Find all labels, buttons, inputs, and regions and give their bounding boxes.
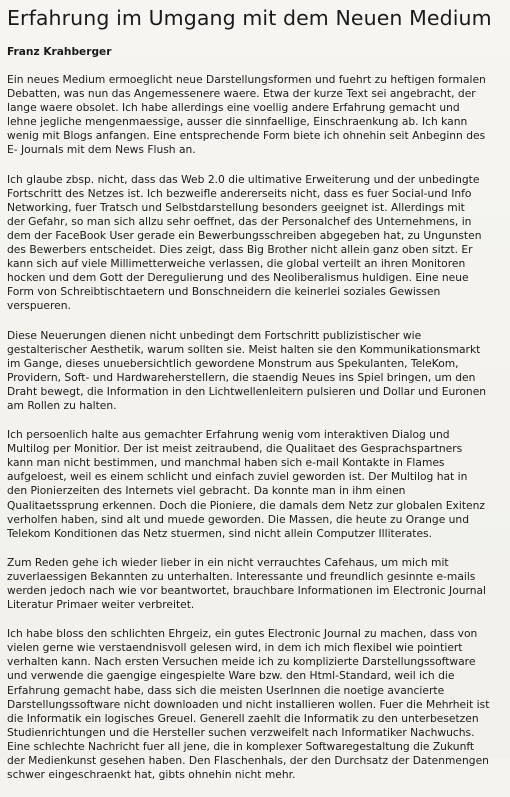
text-line: der Gefahr, so man sich allzu sehr oeffnet, das der Personalchef des Unternehmens, in — [7, 214, 472, 228]
paragraph — [7, 428, 510, 541]
text-line: Ich glaube zbsp. nicht, dass das Web 2.0 die ultimative Erweiterung und der unbedingte — [7, 172, 480, 186]
paragraph — [7, 73, 510, 158]
text-line: Eine schlechte Nachricht fuer all jene, die in komplexer Softwaregestaltung die Zukunft — [7, 739, 475, 753]
text-line: kann man nicht bestimmen, und manchmal haben sich e-mail Kontakte in Flames — [7, 456, 445, 470]
text-line: der Medienkunst gesehen haben. Den Flaschenhals, der den Durchsatz der Datenmengen — [7, 754, 489, 768]
paragraph — [7, 329, 510, 414]
paragraph — [7, 173, 510, 314]
text-line: gestalterischer Aesthetik, warum sollten sie. Meist halten sie den Kommunikationsmarkt — [7, 342, 481, 356]
text-line: Ich habe bloss den schlichten Ehrgeiz, ein gutes Electronic Journal zu machen, dass von — [7, 627, 478, 641]
text-line: Multilog per Monitior. Der ist meist zeitraubend, die Qualitaet des Gesprachspartners — [7, 442, 463, 456]
text-line: Ich persoenlich halte aus gemachter Erfahrung wenig vom interaktiven Dialog und — [7, 428, 450, 442]
text-line: werden jedoch nach wie vor beantwortet, brauchbare Informationen im Electronic Journal — [7, 584, 487, 597]
text-line: Studienrichtungen und die Hersteller suchen verzweifelt nach Informatiker Nachwuchs. — [7, 725, 475, 739]
text-line: des Bewerbers entscheidet. Dies zeigt, dass Big Brother nicht allein ganz oben sitzt. Er — [7, 243, 473, 257]
text-line: Debatten, was nun das Angemessenere waere. Etwa der kurze Text sei angebracht, der — [7, 87, 476, 101]
article-body — [7, 73, 510, 797]
text-line: die Informatik ein logisches Greuel. Generell zaehlt die Informatik zu den unterbesetzen — [7, 711, 479, 725]
text-line: im Gange, dieses unuebersichtlich gewordene Monstrum aus Spekulanten, TeleKom, — [7, 356, 459, 370]
text-line: Form von Schreibtischtaetern und Bonschneidern die keinerlei soziales Gewissen — [7, 285, 441, 299]
text-line: Literatur Primaer weiter verbreitet. — [7, 598, 195, 612]
text-line: Erfahrung gemacht habe, dass sich die meisten UserInnen die noetige avancierte — [7, 683, 445, 697]
text-line: kann sich auf viele Millimetterweiche verlassen, die global verteilt an ihren Monitoren — [7, 257, 466, 271]
text-line: verholfen haben, sind alt und muede geworden. Die Massen, die heute zu Orange und — [7, 512, 469, 526]
text-line: aufgeloest, weil es einem schlicht und einfach zuviel geworden ist. Der Multilog hat in — [7, 470, 468, 484]
text-line: Qualitaetssprung erkennen. Doch die Pioniere, die damals dem Netz zur globalen Exitenz — [7, 498, 485, 512]
text-line: schwer eingeschraenkt hat, gibts ohnehin nicht mehr. — [7, 768, 296, 782]
text-line: Providern, Soft- und Hardwareherstellern, die staendig Neues ins Spiel bringen, um den — [7, 370, 476, 384]
paragraph — [7, 627, 510, 782]
text-line: am Rollen zu halten. — [7, 398, 117, 412]
text-line: Fortschritt des Netzes ist. Ich bezweifle andererseits nicht, dass es fuer Social-und Info — [7, 186, 472, 200]
text-line: Darstellungssoftware nicht downloaden und nicht installieren wollen. Fuer die Mehrheit ist — [7, 697, 490, 711]
text-line: Draht bewegt, die Information in den Lichtwellenleitern pulsieren und Dollar und Euronen — [7, 384, 487, 398]
text-line: wenig mit Blogs anfangen. Eine entsprechende Form biete ich ohnehin seit Anbeginn des — [7, 129, 486, 143]
text-line: E- Journals mit dem News Flush an. — [7, 143, 196, 157]
text-line: lange waere obsolet. Ich habe allerdings eine voellig andere Erfahrung gemacht und — [7, 101, 460, 115]
text-line: zuverlaessigen Bekannten zu unterhalten. Interessante und freundlich gesinnte e-mails — [7, 569, 476, 583]
text-line: Ein neues Medium ermoeglicht neue Darstellungsformen und fuehrt zu heftigen formalen — [7, 73, 486, 86]
text-line: verhalten kann. Nach ersten Versuchen meide ich zu komplizierte Darstellungssoftware — [7, 655, 476, 669]
text-line: und verwende die gaengige eingespielte Ware bzw. den Html-Standard, weil ich die — [7, 669, 455, 683]
text-line: den Pionierzeiten des Internets viel gebracht. Da konnte man in ihm einen — [7, 484, 406, 498]
text-line: Zum Reden gehe ich wieder lieber in ein nicht verrauchtes Cafehaus, um mich mit — [7, 555, 449, 569]
author-name: Franz Krahberger — [7, 46, 112, 58]
text-line: lehne jegliche mengenmaessige, ausser die sinnfaellige, Einschraenkung ab. Ich kann — [7, 115, 468, 129]
text-line: hocken und dem Gott der Deregulierung und des Neoliberalismus huldigen. Eine neue — [7, 271, 469, 285]
text-line: Networking, fuer Tratsch und Selbstdarstellung besonders geeignet ist. Allerdings mit — [7, 200, 465, 214]
text-line: Telekom Konditionen das Netz stuermen, sind nicht allein Computzer Illiterates. — [7, 526, 432, 540]
paragraph — [7, 556, 510, 612]
text-line: Diese Neuerungen dienen nicht unbedingt dem Fortschritt publizistischer wie — [7, 328, 422, 342]
text-line: verspueren. — [7, 299, 71, 313]
page-title: Erfahrung im Umgang mit dem Neuen Medium — [7, 6, 492, 30]
text-line: vielen gerne wie verstaendnisvoll gelesen wird, in dem ich mich flexibel wie pointiert — [7, 641, 463, 655]
text-line: dem der FaceBook User gerade ein Bewerbungsschreiben abgegeben hat, zu Ungunsten — [7, 228, 482, 242]
